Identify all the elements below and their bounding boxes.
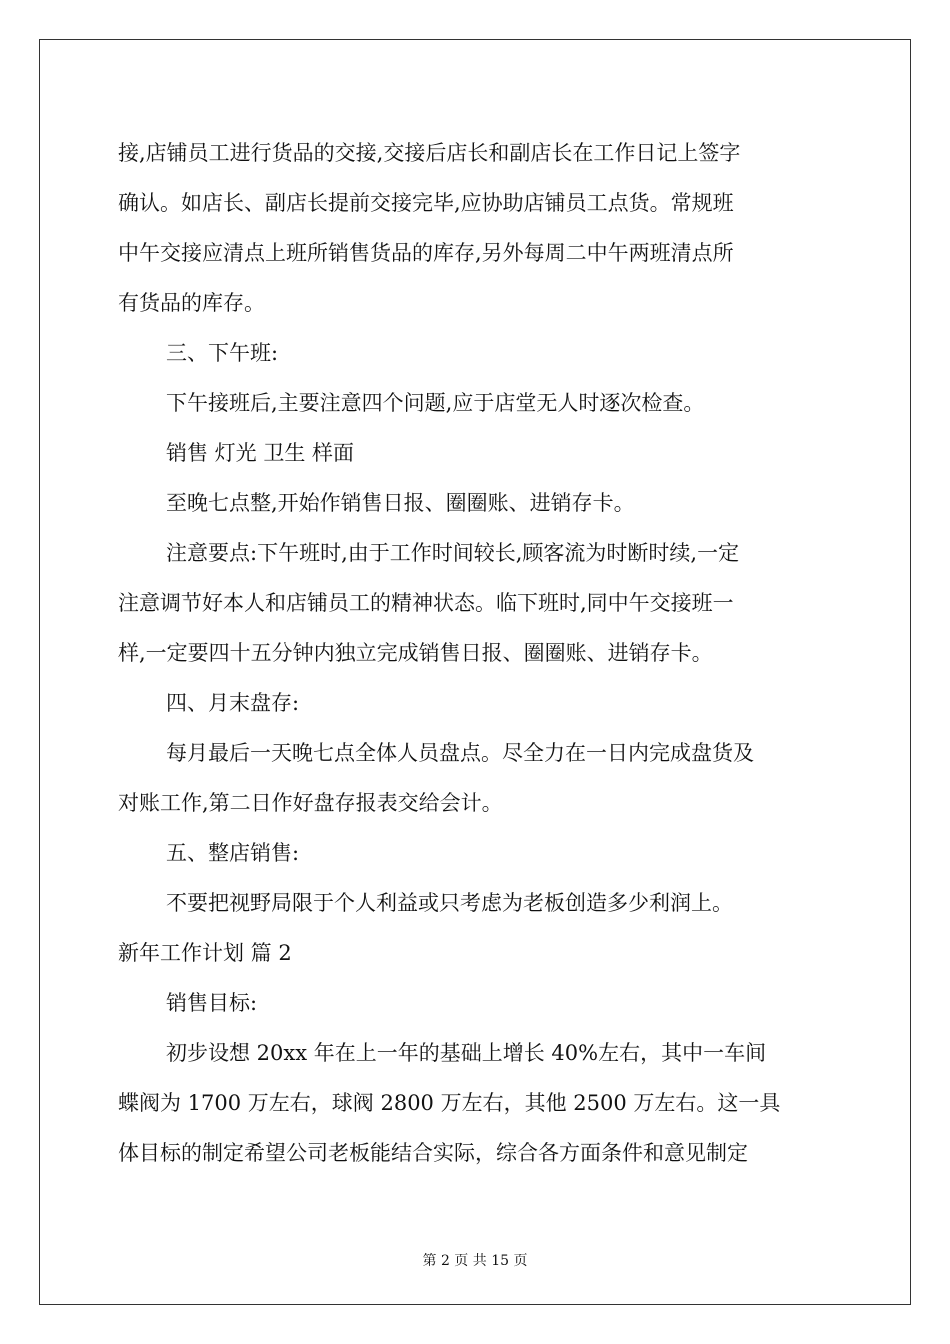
- document-body: [118, 128, 838, 1178]
- text-line: 每月最后一天晚七点全体人员盘点。尽全力在一日内完成盘货及: [166, 741, 754, 765]
- text-line: 接,店铺员工进行货品的交接,交接后店长和副店长在工作日记上签字: [118, 141, 741, 165]
- text-line: 样,一定要四十五分钟内独立完成销售日报、圈圈账、进销存卡。: [118, 641, 713, 665]
- text-line: 销售 灯光 卫生 样面: [166, 441, 355, 465]
- text-line: 初步设想 20xx 年在上一年的基础上增长 40%左右，其中一车间: [166, 1041, 767, 1065]
- text-line: 不要把视野局限于个人利益或只考虑为老板创造多少利润上。: [166, 891, 733, 915]
- article-title: 新年工作计划 篇 2: [118, 941, 292, 965]
- text-line: 确认。如店长、副店长提前交接完毕,应协助店铺员工点货。常规班: [118, 191, 734, 215]
- text-line: 下午接班后,主要注意四个问题,应于店堂无人时逐次检查。: [166, 391, 705, 415]
- text-line: 注意调节好本人和店铺员工的精神状态。临下班时,同中午交接班一: [118, 591, 734, 615]
- text-line: 注意要点:下午班时,由于工作时间较长,顾客流为时断时续,一定: [166, 541, 740, 565]
- section-heading: 三、下午班:: [166, 341, 279, 365]
- text-line: 蝶阀为 1700 万左右，球阀 2800 万左右，其他 2500 万左右。这一具: [118, 1091, 781, 1115]
- text-line: 至晚七点整,开始作销售日报、圈圈账、进销存卡。: [166, 491, 635, 515]
- page-footer: 第 2 页 共 15 页: [422, 1253, 528, 1269]
- text-line: 体目标的制定希望公司老板能结合实际，综合各方面条件和意见制定: [118, 1141, 748, 1165]
- text-line: 有货品的库存。: [118, 291, 265, 315]
- text-line: 对账工作,第二日作好盘存报表交给会计。: [118, 791, 503, 815]
- section-heading: 四、月末盘存:: [166, 691, 300, 715]
- section-heading: 五、整店销售:: [166, 841, 300, 865]
- text-line: 中午交接应清点上班所销售货品的库存,另外每周二中午两班清点所: [118, 241, 734, 265]
- section-heading: 销售目标:: [166, 991, 258, 1015]
